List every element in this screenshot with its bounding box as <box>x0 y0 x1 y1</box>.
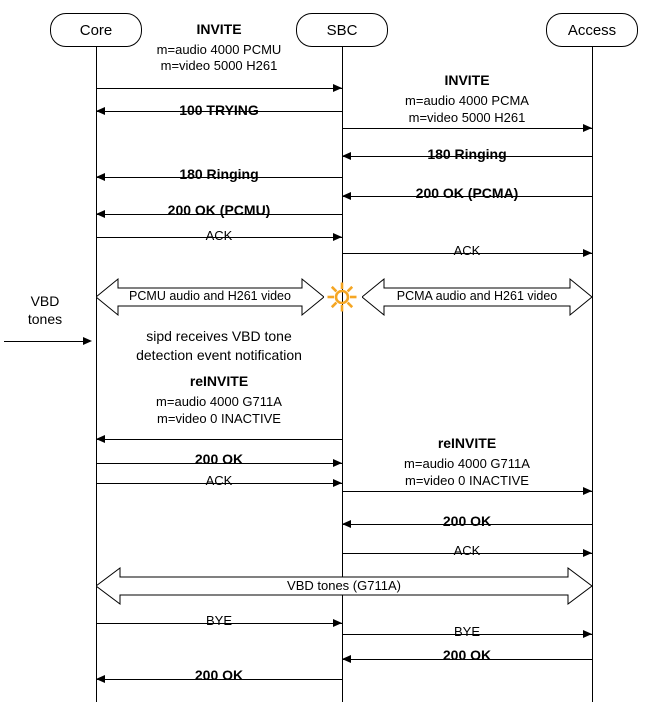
sipd-note-line2: detection event notification <box>136 347 302 363</box>
arrow-ack-sbc-access-reinvite <box>342 553 592 554</box>
arrowhead-ok-200-pcma <box>342 192 351 200</box>
label-ok-200-access-reinvite: 200 OK <box>442 513 492 529</box>
label-reinvite-access-line2: m=video 0 INACTIVE <box>405 473 529 488</box>
vbd-tones-source-label <box>10 292 80 328</box>
lifeline-label-access: Access <box>567 22 617 39</box>
label-ok-200-bye-access: 200 OK <box>442 647 492 663</box>
lifeline-box-access <box>546 13 638 47</box>
label-ack-core-sbc: ACK <box>205 228 233 243</box>
arrow-ack-sbc-access <box>342 253 592 254</box>
arrowhead-ack-core-reinvite <box>333 479 342 487</box>
arrow-reinvite-core <box>96 439 342 440</box>
arrow-reinvite-access <box>342 491 592 492</box>
label-reinvite-core-line1: m=audio 4000 G711A <box>156 394 282 409</box>
arrow-ok-200-pcma <box>342 196 592 197</box>
arrow-ok-200-access-reinvite <box>342 524 592 525</box>
label-ringing-180-core: 180 Ringing <box>179 166 259 182</box>
label-vbd-tones-flow: VBD tones (G711A) <box>287 578 401 593</box>
label-ok-200-bye-core: 200 OK <box>194 667 244 683</box>
arrow-invite-core-sbc <box>96 88 342 89</box>
arrowhead-invite-sbc-access <box>583 124 592 132</box>
arrowhead-ringing-180-access <box>342 152 351 160</box>
arrowhead-ok-200-access-reinvite <box>342 520 351 528</box>
sipd-note-line1: sipd receives VBD tone <box>146 328 292 344</box>
arrowhead-ack-core-sbc <box>333 233 342 241</box>
arrow-trying-100 <box>96 111 342 112</box>
arrowhead-ack-sbc-access-reinvite <box>583 549 592 557</box>
arrow-ok-200-pcmu <box>96 214 342 215</box>
label-trying-100: 100 TRYING <box>179 102 259 118</box>
arrowhead-bye-access <box>583 630 592 638</box>
lifeline-label-core: Core <box>79 22 113 39</box>
arrow-ok-200-bye-access <box>342 659 592 660</box>
label-media-core: PCMU audio and H261 video <box>129 289 291 303</box>
label-reinvite-core-line2: m=video 0 INACTIVE <box>157 411 281 426</box>
arrowhead-ack-sbc-access <box>583 249 592 257</box>
gear-icon <box>325 280 359 319</box>
arrowhead-vbd-tones-in <box>83 337 92 345</box>
label-invite-sbc-access-title: INVITE <box>444 72 490 88</box>
arrowhead-bye-core <box>333 619 342 627</box>
arrowhead-ok-200-bye-access <box>342 655 351 663</box>
arrow-bye-access <box>342 634 592 635</box>
vbd-tones-line1: VBD <box>30 293 60 309</box>
label-reinvite-access-line1: m=audio 4000 G711A <box>404 456 530 471</box>
arrow-ack-core-reinvite <box>96 483 342 484</box>
arrow-vbd-tones-in <box>4 341 90 342</box>
arrow-bye-core <box>96 623 342 624</box>
sipd-note <box>96 327 342 365</box>
label-invite-core-sbc-line1: m=audio 4000 PCMU <box>156 42 282 57</box>
arrowhead-trying-100 <box>96 107 105 115</box>
label-reinvite-core-title: reINVITE <box>189 373 249 389</box>
label-ok-200-core-reinvite: 200 OK <box>194 451 244 467</box>
label-ok-200-pcmu: 200 OK (PCMU) <box>167 202 271 218</box>
arrowhead-ringing-180-core <box>96 173 105 181</box>
label-ack-sbc-access: ACK <box>453 243 481 258</box>
arrow-ok-200-bye-core <box>96 679 342 680</box>
arrow-ringing-180-core <box>96 177 342 178</box>
arrow-ok-200-core-reinvite <box>96 463 342 464</box>
arrowhead-reinvite-core <box>96 435 105 443</box>
label-invite-sbc-access-line1: m=audio 4000 PCMA <box>405 93 529 108</box>
lifeline-label-sbc: SBC <box>326 22 358 39</box>
label-bye-access: BYE <box>453 624 480 639</box>
arrow-ringing-180-access <box>342 156 592 157</box>
label-bye-core: BYE <box>205 613 232 628</box>
arrowhead-ok-200-pcmu <box>96 210 105 218</box>
label-media-access: PCMA audio and H261 video <box>396 289 558 303</box>
arrow-ack-core-sbc <box>96 237 342 238</box>
label-ringing-180-access: 180 Ringing <box>427 146 507 162</box>
arrowhead-reinvite-access <box>583 487 592 495</box>
vbd-tones-line2: tones <box>27 311 63 327</box>
label-ack-core-reinvite: ACK <box>205 473 233 488</box>
label-ack-sbc-access-reinvite: ACK <box>453 543 481 558</box>
arrowhead-ok-200-bye-core <box>96 675 105 683</box>
lifeline-access <box>592 47 593 702</box>
arrow-invite-sbc-access <box>342 128 592 129</box>
label-invite-sbc-access-line2: m=video 5000 H261 <box>408 110 526 125</box>
label-invite-core-sbc-line2: m=video 5000 H261 <box>160 58 278 73</box>
arrowhead-invite-core-sbc <box>333 84 342 92</box>
label-invite-core-sbc-title: INVITE <box>196 21 242 37</box>
arrowhead-ok-200-core-reinvite <box>333 459 342 467</box>
label-reinvite-access-title: reINVITE <box>437 435 497 451</box>
label-ok-200-pcma: 200 OK (PCMA) <box>415 185 519 201</box>
